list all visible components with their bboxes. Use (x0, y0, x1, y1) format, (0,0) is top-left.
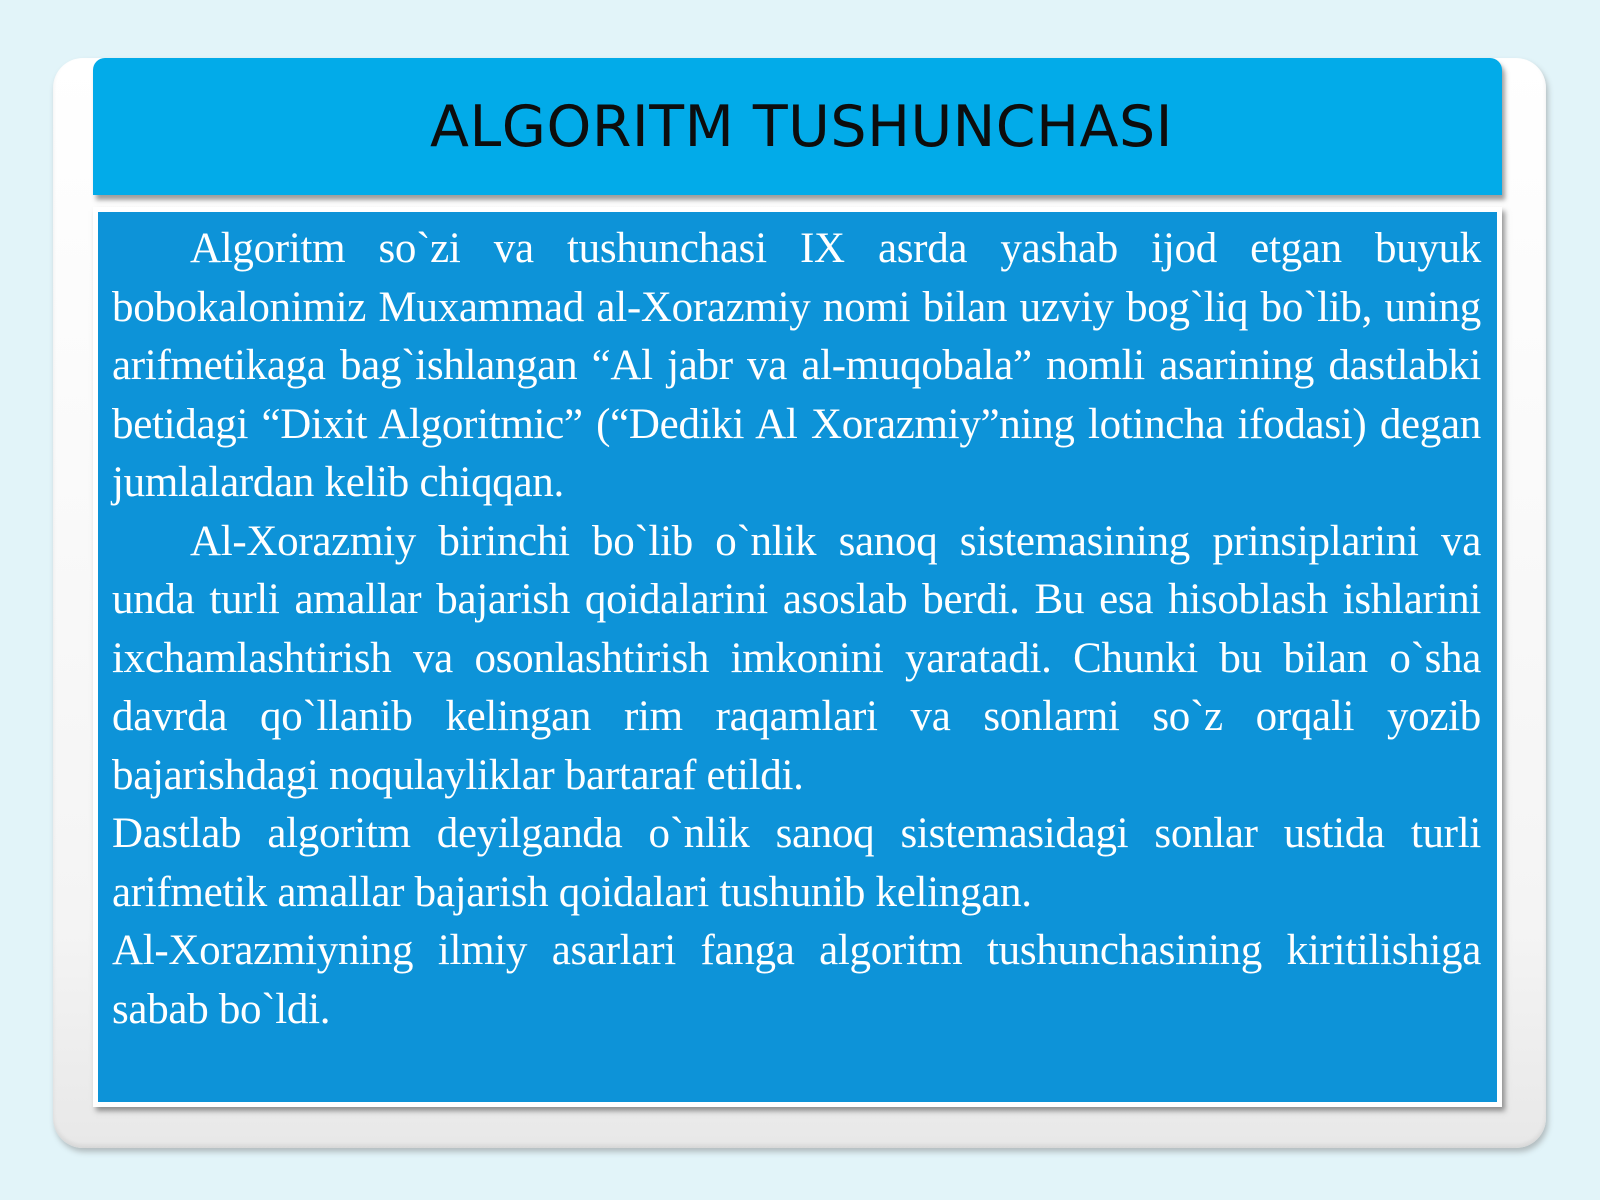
content-body (98, 212, 1497, 1102)
content-panel (93, 207, 1502, 1107)
title-banner (93, 58, 1502, 195)
paragraph-decimal-system: Al-Xorazmiy birinchi bo`lib o`nlik sanoq sistemasining prinsiplarini va unda turli amallar bajarish qoidalarini asoslab berdi. Bu esa hisoblash ishlarini ixchamlashtirish va osonlashtirish imkonini yaratadi. Chunki bu bilan o`sha davrda qo`llanib kelingan rim raqamlari va sonlarni so`z orqali yozib bajarishdagi noqulayliklar bartaraf etildi. (112, 517, 1481, 799)
paragraph-scientific-works: Al-Xorazmiyning ilmiy asarlari fanga algoritm tushunchasining kiritilishiga sabab bo`ldi. (112, 927, 1481, 1033)
paragraph-early-meaning: Dastlab algoritm deyilganda o`nlik sanoq sistemasidagi sonlar ustida turli arifmetik amallar bajarish qoidalari tushunib kelingan. (112, 810, 1481, 916)
paragraph-origin: Algoritm so`zi va tushunchasi IX asrda yashab ijod etgan buyuk bobokalonimiz Muxammad al-Xorazmiy nomi bilan uzviy bog`liq bo`lib, uning arifmetikaga bag`ishlangan “Al jabr va al-muqobala” nomli asarining dastlabki betidagi “Dixit Algoritmic” (“Dediki Al Xorazmiy”ning lotincha ifodasi) degan jumlalardan kelib chiqqan. (112, 225, 1481, 506)
slide-title: ALGORITM TUSHUNCHASI (430, 93, 1173, 160)
